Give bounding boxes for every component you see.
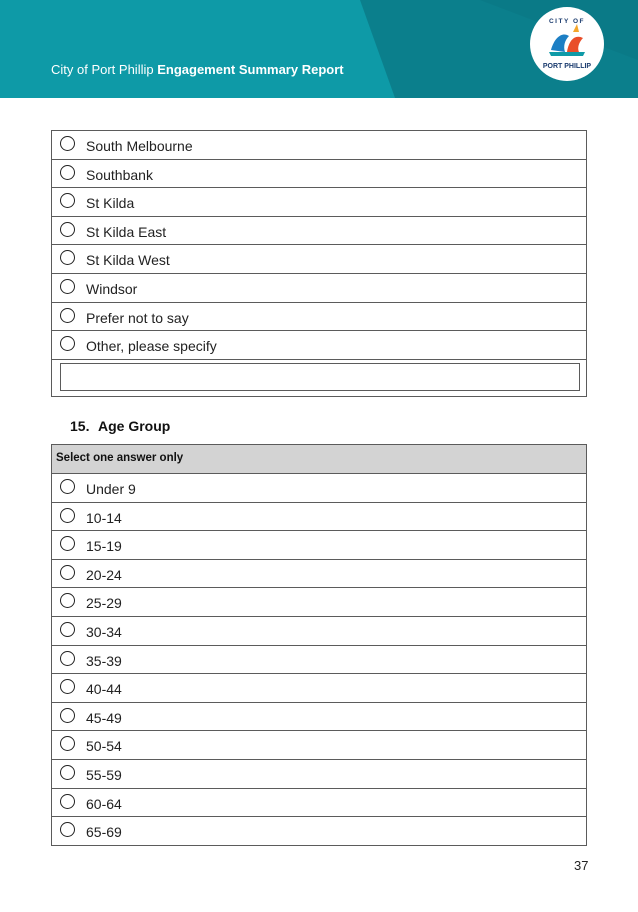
option-label: Under 9 bbox=[86, 481, 136, 497]
option-label: 40-44 bbox=[86, 681, 122, 698]
option-label: 15-19 bbox=[86, 538, 122, 555]
question-number: 15. bbox=[70, 418, 90, 434]
option-label: 50-54 bbox=[86, 738, 122, 755]
question-heading bbox=[70, 418, 170, 434]
option-label: St Kilda bbox=[86, 195, 135, 212]
option-label: 55-59 bbox=[86, 766, 122, 783]
option-label: 35-39 bbox=[86, 652, 122, 669]
radio-button[interactable] bbox=[60, 708, 75, 723]
option-label: Windsor bbox=[86, 280, 138, 297]
city-logo bbox=[529, 6, 605, 82]
option-label: Southbank bbox=[86, 166, 153, 183]
option-row-windsor[interactable] bbox=[52, 274, 586, 303]
option-row-age[interactable] bbox=[52, 617, 586, 646]
radio-button[interactable] bbox=[60, 822, 75, 837]
option-row-age[interactable] bbox=[52, 474, 586, 503]
radio-button[interactable] bbox=[60, 308, 75, 323]
option-row-age[interactable] bbox=[52, 503, 586, 532]
option-row-age[interactable] bbox=[52, 731, 586, 760]
option-row-age[interactable] bbox=[52, 560, 586, 589]
radio-button[interactable] bbox=[60, 193, 75, 208]
radio-button[interactable] bbox=[60, 222, 75, 237]
radio-button[interactable] bbox=[60, 679, 75, 694]
option-label: 20-24 bbox=[86, 566, 122, 583]
option-row-age[interactable] bbox=[52, 817, 586, 846]
option-row-south-melbourne[interactable] bbox=[52, 131, 586, 160]
instruction-row bbox=[52, 445, 586, 474]
option-label: 45-49 bbox=[86, 709, 122, 726]
option-label: Prefer not to say bbox=[86, 309, 189, 326]
radio-button[interactable] bbox=[60, 794, 75, 809]
radio-button[interactable] bbox=[60, 336, 75, 351]
option-label: 30-34 bbox=[86, 623, 122, 640]
option-row-southbank[interactable] bbox=[52, 160, 586, 189]
other-specify-input[interactable] bbox=[60, 363, 580, 391]
option-label: 10-14 bbox=[86, 509, 122, 526]
suburb-options-table bbox=[51, 130, 587, 397]
option-label: St Kilda West bbox=[86, 252, 170, 269]
logo-text-top: CITY OF bbox=[548, 18, 586, 25]
option-row-other[interactable] bbox=[52, 331, 586, 360]
option-row-age[interactable] bbox=[52, 531, 586, 560]
question-title: Age Group bbox=[98, 418, 171, 434]
age-group-table bbox=[51, 444, 587, 846]
radio-button[interactable] bbox=[60, 536, 75, 551]
option-label: Other, please specify bbox=[86, 338, 217, 355]
radio-button[interactable] bbox=[60, 479, 75, 494]
radio-button[interactable] bbox=[60, 736, 75, 751]
radio-button[interactable] bbox=[60, 765, 75, 780]
option-row-age[interactable] bbox=[52, 588, 586, 617]
radio-button[interactable] bbox=[60, 136, 75, 151]
radio-button[interactable] bbox=[60, 651, 75, 666]
other-specify-row bbox=[52, 360, 586, 397]
radio-button[interactable] bbox=[60, 279, 75, 294]
option-row-prefer-not-to-say[interactable] bbox=[52, 303, 586, 332]
page-number: 37 bbox=[574, 858, 589, 873]
option-label: 60-64 bbox=[86, 795, 122, 812]
option-row-st-kilda[interactable] bbox=[52, 188, 586, 217]
option-row-st-kilda-west[interactable] bbox=[52, 245, 586, 274]
report-title-prefix: City of Port Phillip bbox=[51, 62, 154, 77]
report-title-bold: Engagement Summary Report bbox=[157, 62, 344, 77]
option-label: 25-29 bbox=[86, 595, 122, 612]
page-header bbox=[0, 0, 638, 98]
radio-button[interactable] bbox=[60, 165, 75, 180]
option-row-age[interactable] bbox=[52, 703, 586, 732]
option-label: 65-69 bbox=[86, 824, 122, 841]
option-label: South Melbourne bbox=[86, 138, 193, 154]
radio-button[interactable] bbox=[60, 593, 75, 608]
option-row-age[interactable] bbox=[52, 760, 586, 789]
radio-button[interactable] bbox=[60, 622, 75, 637]
logo-text-bottom: PORT PHILLIP bbox=[542, 63, 592, 70]
option-row-age[interactable] bbox=[52, 646, 586, 675]
instruction-text: Select one answer only bbox=[56, 452, 184, 464]
radio-button[interactable] bbox=[60, 250, 75, 265]
option-row-st-kilda-east[interactable] bbox=[52, 217, 586, 246]
radio-button[interactable] bbox=[60, 565, 75, 580]
option-row-age[interactable] bbox=[52, 674, 586, 703]
option-row-age[interactable] bbox=[52, 789, 586, 818]
option-label: St Kilda East bbox=[86, 223, 167, 240]
report-title bbox=[51, 62, 344, 77]
radio-button[interactable] bbox=[60, 508, 75, 523]
